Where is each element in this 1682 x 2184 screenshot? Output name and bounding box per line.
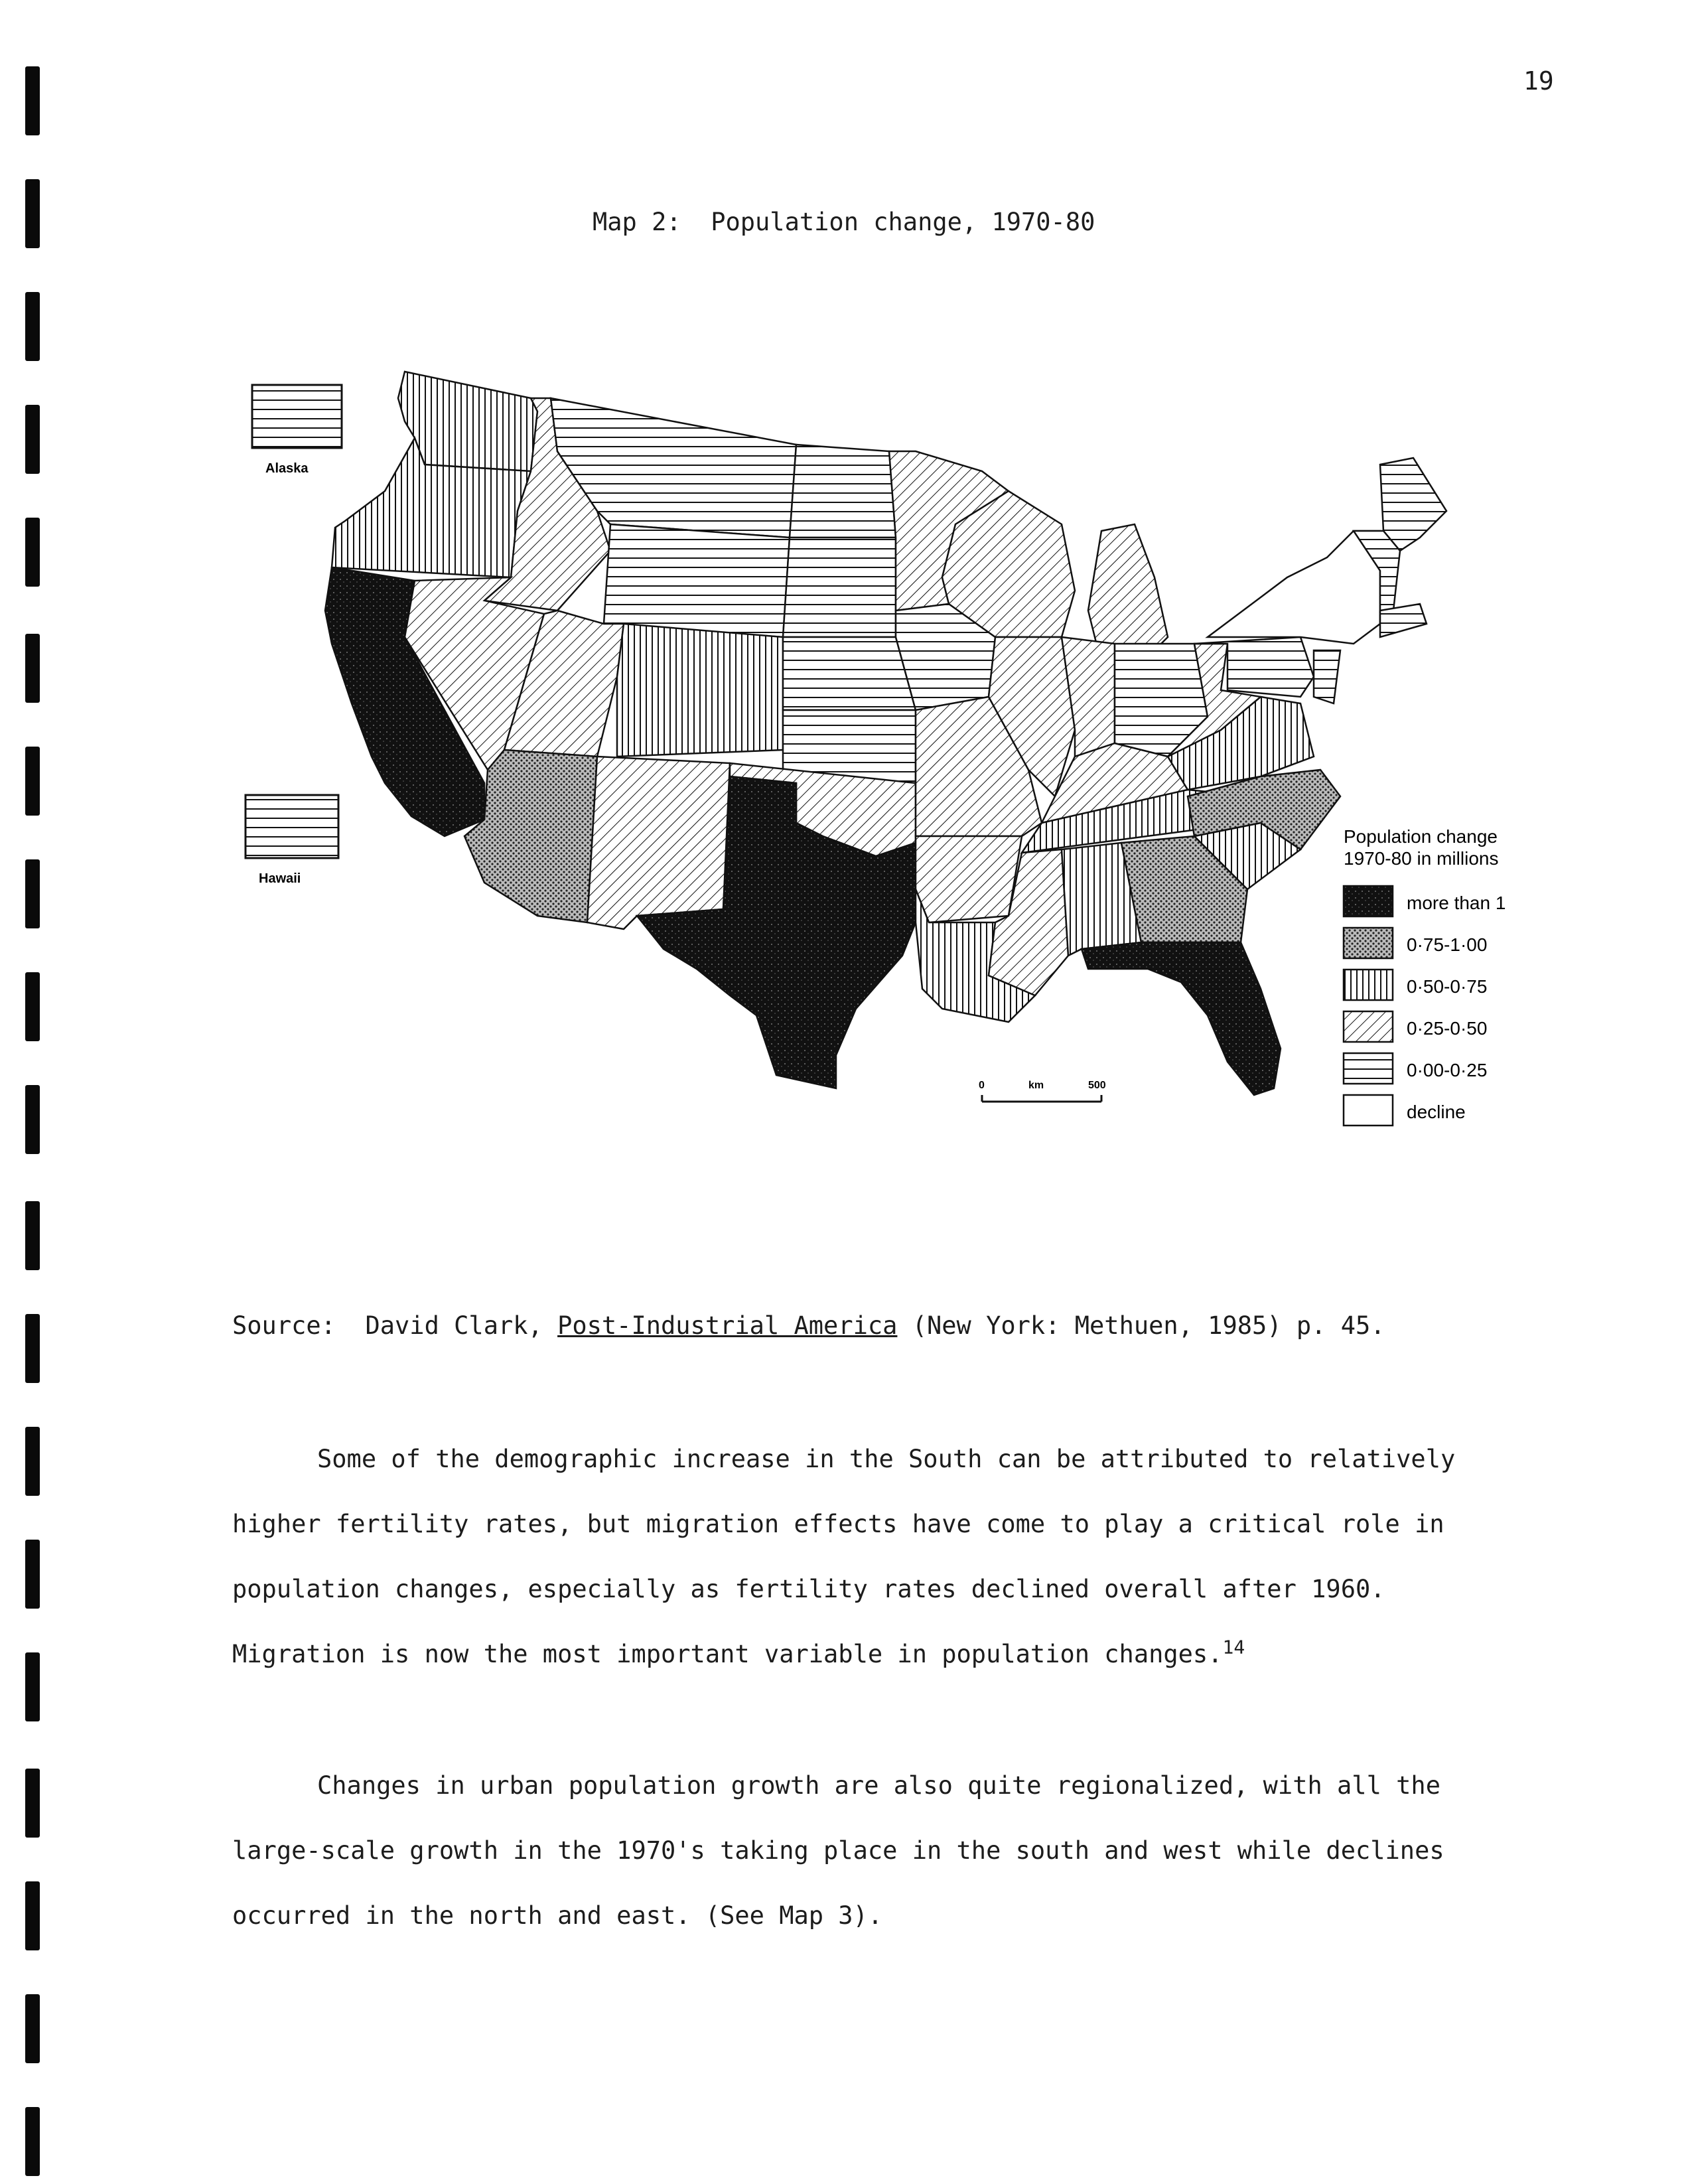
state-arkansas (916, 836, 1022, 922)
state-south-dakota (783, 538, 896, 637)
punch-hole (25, 972, 40, 1041)
legend-label-1: 0·75-1·00 (1407, 934, 1488, 955)
legend-label-5: decline (1407, 1102, 1466, 1122)
punch-hole (25, 1881, 40, 1950)
state-wyoming (604, 524, 790, 637)
punch-hole (25, 292, 40, 361)
hawaii-label: Hawaii (259, 871, 301, 886)
map-title: Map 2: Population change, 1970-80 (593, 208, 1095, 236)
scale-start: 0 (979, 1080, 985, 1091)
punch-hole (25, 179, 40, 248)
legend-swatch-more-than-1 (1344, 886, 1393, 916)
legend-label-3: 0·25-0·50 (1407, 1018, 1488, 1039)
legend-label-2: 0·50-0·75 (1407, 976, 1488, 997)
inset-hawaii (245, 795, 338, 886)
footnote-ref: 14 (1222, 1636, 1245, 1658)
alaska-box (252, 385, 342, 448)
map-legend (1344, 826, 1506, 1126)
punch-hole (25, 634, 40, 703)
paragraph-urban-growth-text: Changes in urban population growth are also quite regionalized, with all the large-scale growth in the 1970's taking place in the south and west while declines occurred in the north and east. (See Map 3). (232, 1771, 1444, 1930)
state-new-york (1208, 531, 1380, 644)
state-colorado (617, 624, 783, 757)
state-north-dakota (790, 445, 896, 538)
punch-hole (25, 1652, 40, 1721)
punch-hole (25, 1085, 40, 1154)
punch-hole (25, 518, 40, 587)
alaska-label: Alaska (265, 461, 309, 476)
punch-hole (25, 1201, 40, 1270)
source-book-title: Post-Industrial America (557, 1311, 898, 1340)
scale-end: 500 (1088, 1080, 1106, 1091)
paragraph-migration-text: Some of the demographic increase in the South can be attributed to relatively higher fertility rates, but migration effects have come to play a critical role in population changes, especially as fertility rates declined overall after 1960. Migration is now the most important variable in population changes. (232, 1445, 1456, 1668)
legend-title-line2: 1970-80 in millions (1344, 848, 1499, 869)
punch-hole (25, 747, 40, 816)
scale-bar (979, 1080, 1106, 1102)
legend-swatch-075-100 (1344, 928, 1393, 958)
state-new-jersey (1314, 650, 1340, 703)
legend-swatch-050-075 (1344, 970, 1393, 1000)
state-maine (1380, 458, 1446, 551)
paragraph-migration (232, 1427, 1526, 1687)
population-change-map (226, 358, 1513, 1168)
legend-title-line1: Population change (1344, 826, 1498, 847)
punch-hole (25, 1994, 40, 2063)
legend-swatch-025-050 (1344, 1011, 1393, 1042)
legend-swatch-decline (1344, 1095, 1393, 1126)
scale-unit: km (1028, 1080, 1044, 1091)
legend-label-0: more than 1 (1407, 893, 1506, 913)
punch-hole (25, 1427, 40, 1496)
punch-hole (25, 1314, 40, 1383)
page-number: 19 (1523, 66, 1554, 96)
us-states (325, 372, 1446, 1095)
state-nebraska (783, 637, 916, 710)
hawaii-box (245, 795, 338, 858)
legend-label-4: 0·00-0·25 (1407, 1060, 1488, 1080)
punch-hole (25, 405, 40, 474)
paragraph-urban-growth (232, 1753, 1526, 1948)
state-massachusetts-connecticut (1380, 604, 1427, 637)
source-suffix: (New York: Methuen, 1985) p. 45. (897, 1311, 1385, 1340)
inset-alaska (252, 385, 342, 476)
punch-hole (25, 2107, 40, 2176)
state-arizona (464, 750, 597, 922)
source-prefix: Source: David Clark, (232, 1311, 558, 1340)
state-new-mexico (587, 757, 730, 929)
legend-swatch-000-025 (1344, 1053, 1393, 1084)
punch-hole (25, 1769, 40, 1838)
punch-hole (25, 859, 40, 928)
source-citation (232, 1311, 1385, 1340)
punch-hole (25, 1540, 40, 1609)
state-florida (1082, 942, 1281, 1095)
punch-hole (25, 66, 40, 135)
